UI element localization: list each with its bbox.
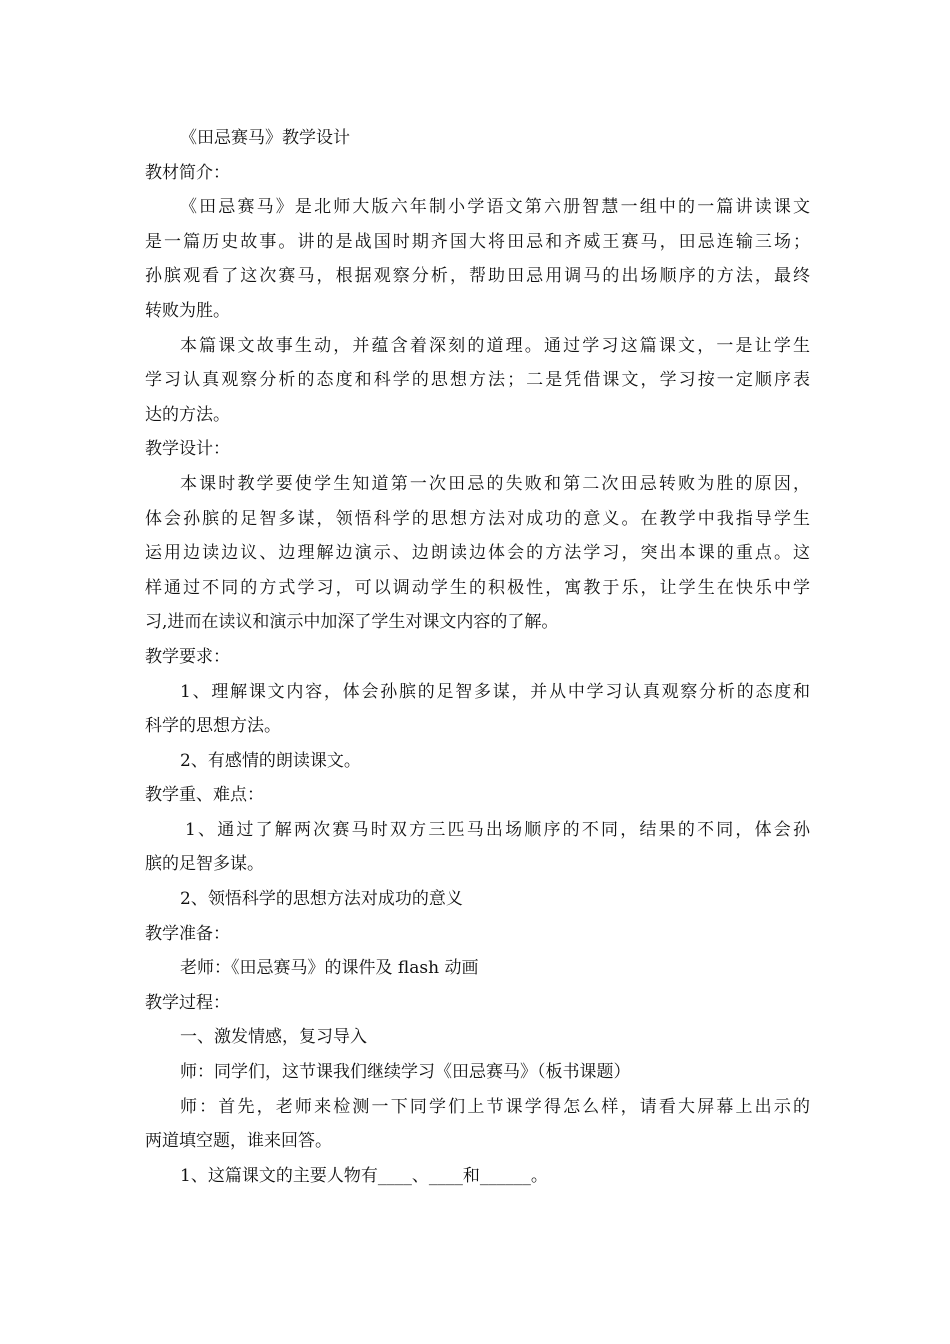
list-item-line: 2、领悟科学的思想方法对成功的意义 xyxy=(180,889,463,910)
list-item-line: 科学的思想方法。 xyxy=(145,716,281,737)
document-body xyxy=(145,121,810,1193)
section-label-design: 教学设计： xyxy=(145,439,230,460)
paragraph-line: 两道填空题，谁来回答。 xyxy=(145,1131,332,1152)
section-label-keypoints: 教学重、难点： xyxy=(145,785,264,806)
paragraph-line: 《田忌赛马》是北师大版六年制小学语文第六册智慧一组中的一篇讲读课文 xyxy=(180,197,810,218)
list-item-line: 膑的足智多谋。 xyxy=(145,854,264,875)
paragraph-line: 本篇课文故事生动，并蕴含着深刻的道理。通过学习这篇课文，一是让学生 xyxy=(180,335,810,356)
section-label-requirements: 教学要求： xyxy=(145,646,230,667)
paragraph-line: 运用边读边议、边理解边演示、边朗读边体会的方法学习，突出本课的重点。这 xyxy=(145,543,810,564)
paragraph-line: 一、激发情感，复习导入 xyxy=(180,1027,367,1048)
paragraph-line: 达的方法。 xyxy=(145,404,230,425)
paragraph-line: 样通过不同的方式学习，可以调动学生的积极性，寓教于乐，让学生在快乐中学 xyxy=(145,577,810,598)
paragraph-line: 体会孙膑的足智多谋，领悟科学的思想方法对成功的意义。在教学中我指导学生 xyxy=(145,508,810,529)
paragraph-line: 师：同学们，这节课我们继续学习《田忌赛马》（板书课题） xyxy=(180,1062,631,1083)
paragraph-line: 老师：《田忌赛马》的课件及 flash 动画 xyxy=(180,958,479,979)
paragraph-line: 1、这篇课文的主要人物有____、____和______。 xyxy=(180,1165,548,1186)
paragraph-line: 习,进而在读议和演示中加深了学生对课文内容的了解。 xyxy=(145,612,559,633)
document-title: 《田忌赛马》教学设计 xyxy=(180,128,350,148)
paragraph-line: 本课时教学要使学生知道第一次田忌的失败和第二次田忌转败为胜的原因， xyxy=(180,473,810,494)
list-item-line: 1、理解课文内容，体会孙膑的足智多谋，并从中学习认真观察分析的态度和 xyxy=(180,681,810,702)
section-label-intro: 教材简介： xyxy=(145,162,230,183)
section-label-prep: 教学准备： xyxy=(145,923,230,944)
paragraph-line: 孙膑观看了这次赛马，根据观察分析，帮助田忌用调马的出场顺序的方法，最终 xyxy=(145,266,810,287)
paragraph-line: 师：首先，老师来检测一下同学们上节课学得怎么样，请看大屏幕上出示的 xyxy=(180,1096,810,1117)
section-label-process: 教学过程： xyxy=(145,992,230,1013)
paragraph-line: 转败为胜。 xyxy=(145,300,230,321)
list-item-line: 2、有感情的朗读课文。 xyxy=(180,750,361,771)
paragraph-line: 是一篇历史故事。讲的是战国时期齐国大将田忌和齐威王赛马，田忌连输三场； xyxy=(145,231,810,252)
paragraph-line: 学习认真观察分析的态度和科学的思想方法；二是凭借课文，学习按一定顺序表 xyxy=(145,370,810,391)
list-item-line: 1、通过了解两次赛马时双方三匹马出场顺序的不同，结果的不同，体会孙 xyxy=(185,819,810,840)
